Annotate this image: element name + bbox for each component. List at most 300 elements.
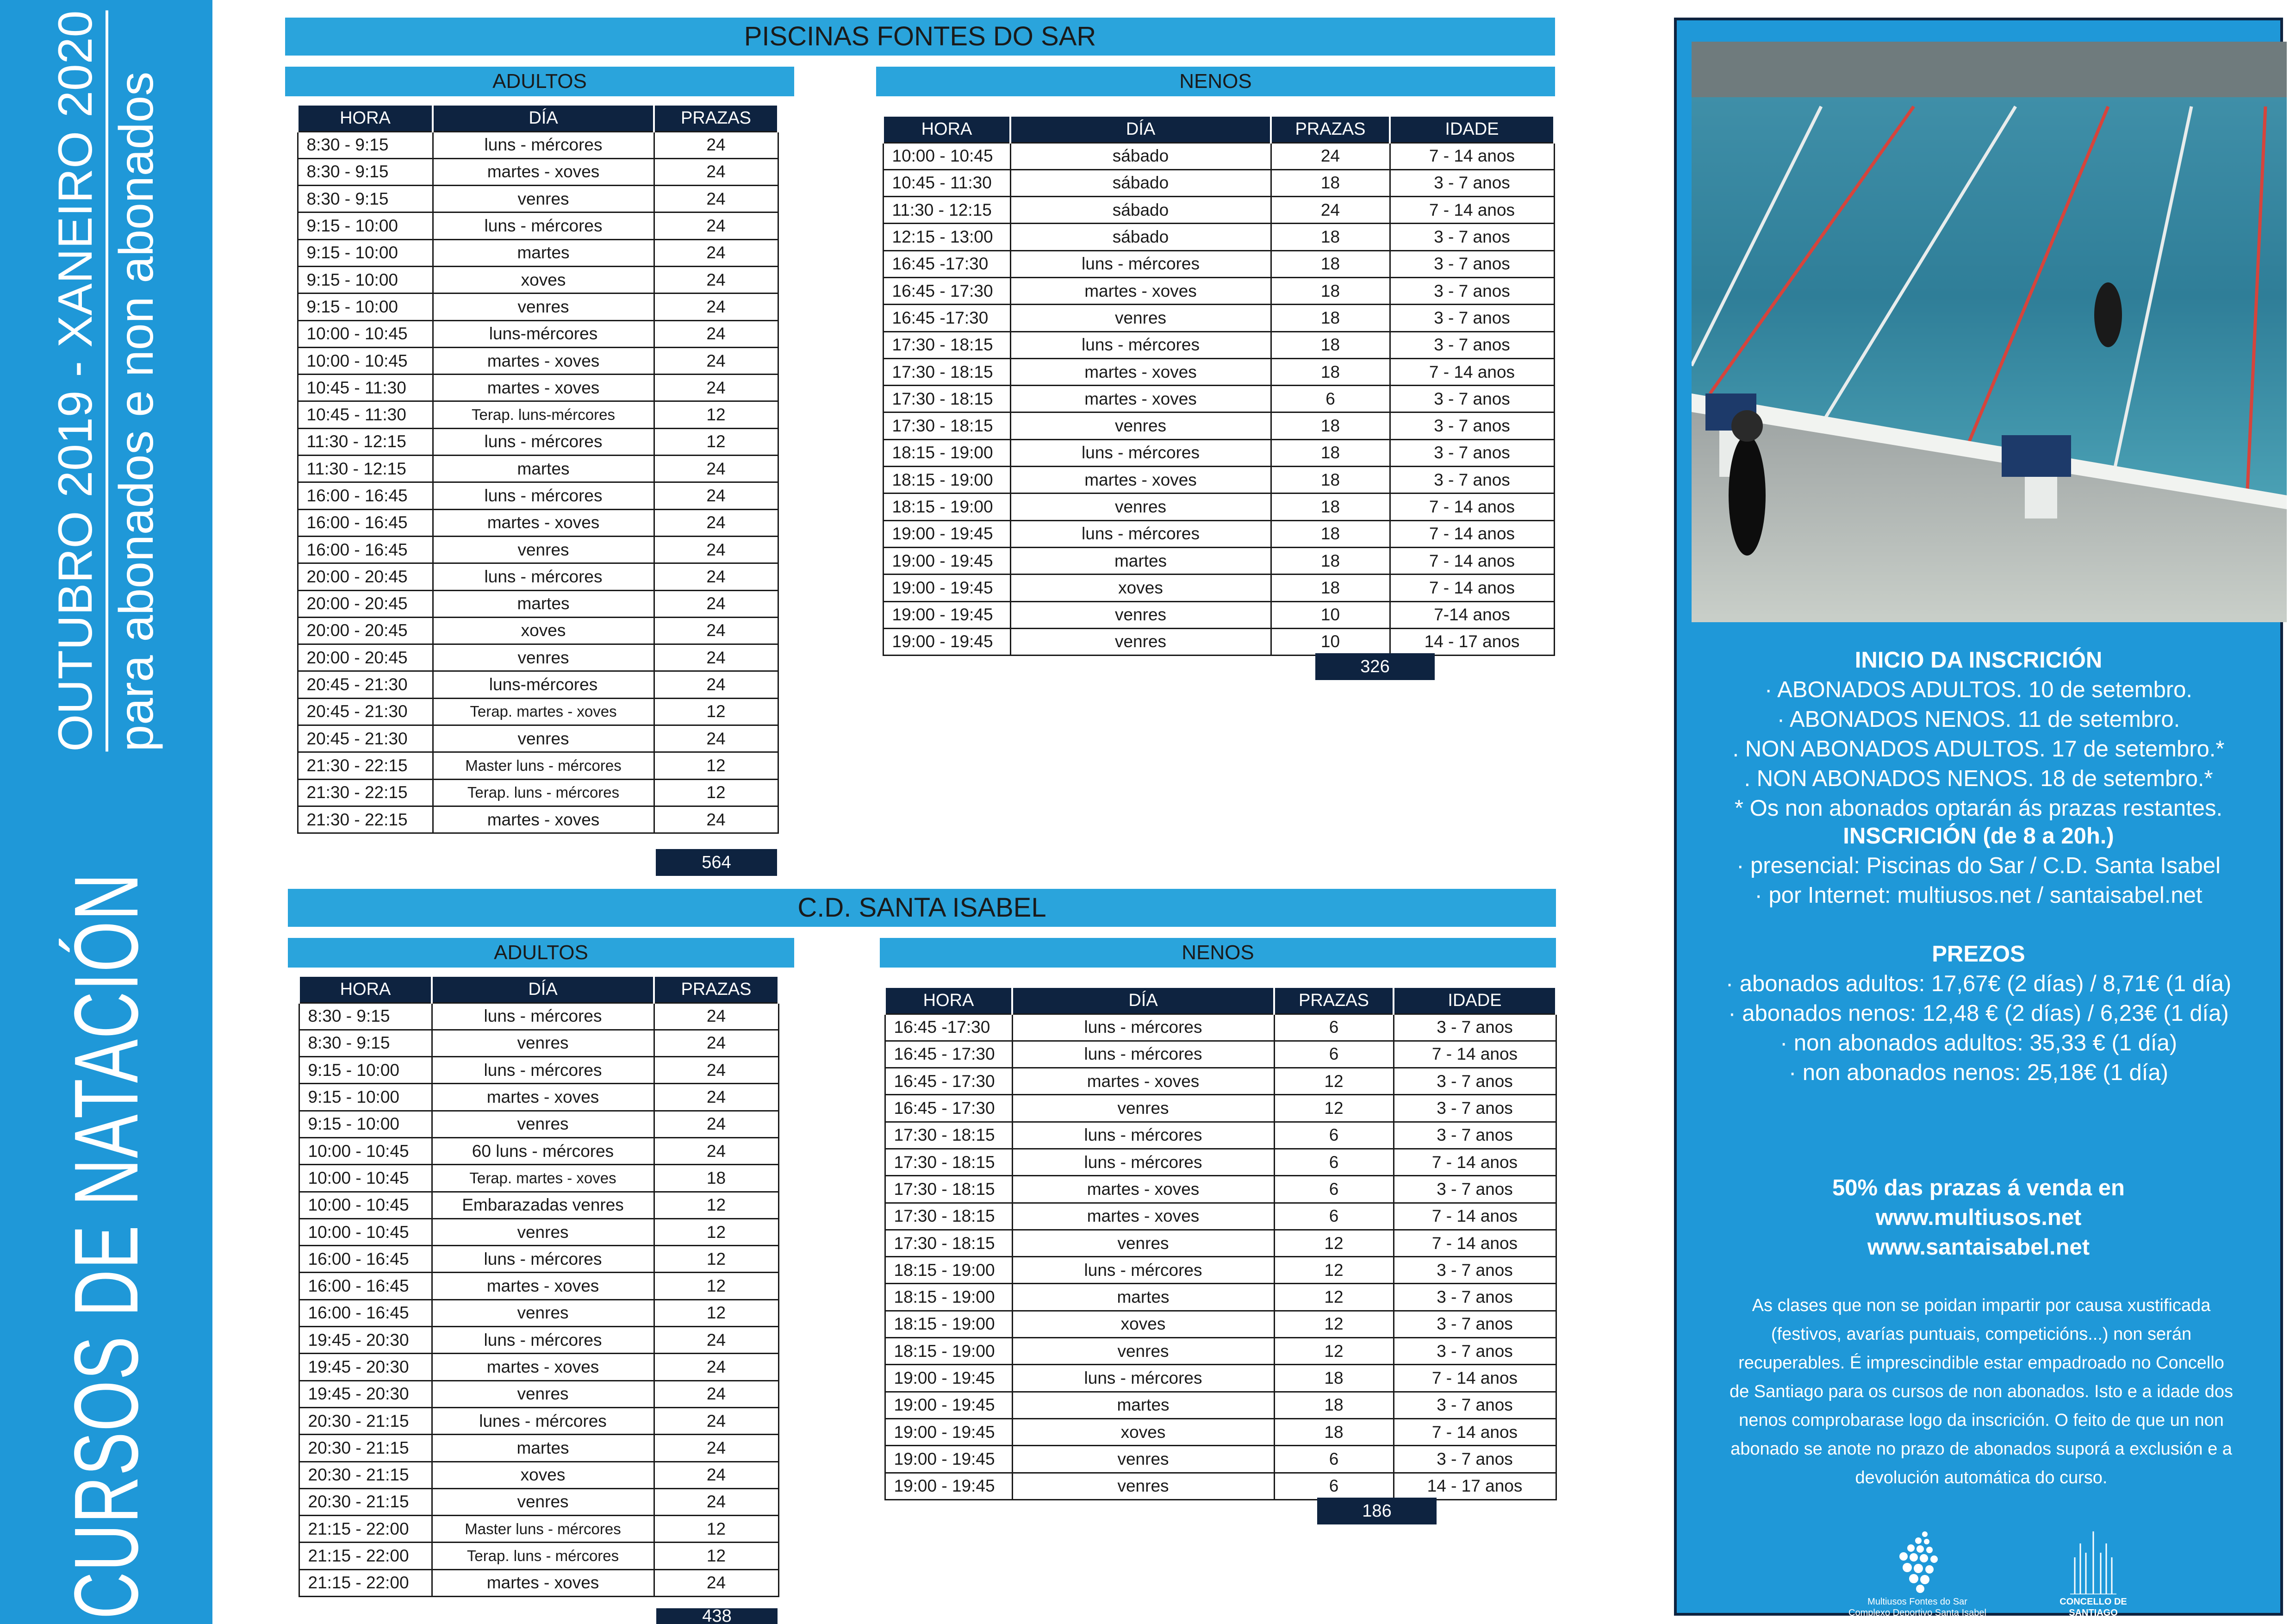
dia-cell: luns - mércores bbox=[433, 428, 654, 455]
notice-line: de Santiago para os cursos de non abonados. Isto e a idade dos bbox=[1729, 1382, 2233, 1401]
hora-cell: 17:30 - 18:15 bbox=[885, 1176, 1012, 1203]
table-row bbox=[883, 386, 1554, 412]
dia-cell: luns - mércores bbox=[432, 1246, 654, 1273]
dia-cell: venres bbox=[433, 644, 654, 671]
idade-cell: 7 - 14 anos bbox=[1390, 358, 1554, 385]
prazas-cell: 6 bbox=[1274, 1203, 1394, 1230]
prazas-cell: 18 bbox=[1271, 224, 1390, 250]
prazas-cell: 6 bbox=[1274, 1041, 1394, 1068]
hora-cell: 20:00 - 20:45 bbox=[298, 617, 433, 644]
dia-cell: sábado bbox=[1010, 169, 1271, 196]
idade-cell: 3 - 7 anos bbox=[1394, 1311, 1556, 1337]
info-inicio-line: · ABONADOS NENOS. 11 de setembro. bbox=[1777, 707, 2180, 732]
table-row bbox=[299, 1165, 778, 1192]
table-row bbox=[298, 266, 778, 293]
prazas-cell: 18 bbox=[1271, 331, 1390, 358]
hora-cell: 17:30 - 18:15 bbox=[885, 1203, 1012, 1230]
hora-cell: 10:45 - 11:30 bbox=[298, 401, 433, 428]
table-row bbox=[883, 331, 1554, 358]
side-title-audience: para abonados e non abonados bbox=[110, 71, 163, 752]
dia-cell: Terap. martes - xoves bbox=[433, 698, 654, 725]
hora-cell: 16:00 - 16:45 bbox=[298, 482, 433, 509]
table-row bbox=[299, 1273, 778, 1299]
prazas-cell: 18 bbox=[1271, 439, 1390, 466]
section-title-fontes: PISCINAS FONTES DO SAR bbox=[285, 18, 1555, 56]
dia-cell: martes bbox=[433, 456, 654, 482]
table-row bbox=[298, 671, 778, 698]
notice-line: nenos comprobarase logo da inscrición. O feito de que un non bbox=[1739, 1411, 2224, 1430]
dia-cell: luns - mércores bbox=[433, 482, 654, 509]
info-prezos-line: · abonados adultos: 17,67€ (2 días) / 8,71€ (1 día) bbox=[1725, 971, 2232, 996]
hora-cell: 19:00 - 19:45 bbox=[883, 547, 1010, 574]
idade-cell: 3 - 7 anos bbox=[1390, 467, 1554, 493]
info-inscricion-title: INSCRICIÓN (de 8 a 20h.) bbox=[1843, 824, 2114, 849]
idade-cell: 3 - 7 anos bbox=[1390, 386, 1554, 412]
prazas-cell: 12 bbox=[654, 401, 778, 428]
table-row bbox=[298, 131, 778, 158]
idade-cell: 3 - 7 anos bbox=[1394, 1392, 1556, 1418]
col-header-dia: DÍA bbox=[432, 976, 654, 1003]
prazas-cell: 12 bbox=[1274, 1068, 1394, 1095]
table-row bbox=[885, 1257, 1556, 1284]
prazas-cell: 24 bbox=[654, 347, 778, 374]
subsection-title-fontes-nenos: NENOS bbox=[876, 67, 1555, 96]
table-row bbox=[299, 1380, 778, 1407]
table-row bbox=[298, 294, 778, 320]
info-prezos-line: · non abonados nenos: 25,18€ (1 día) bbox=[1788, 1060, 2168, 1085]
prazas-cell: 10 bbox=[1271, 628, 1390, 655]
hora-cell: 8:30 - 9:15 bbox=[298, 131, 433, 158]
dia-cell: venres bbox=[432, 1218, 654, 1245]
hora-cell: 17:30 - 18:15 bbox=[885, 1230, 1012, 1256]
col-header-dia: DÍA bbox=[1010, 116, 1271, 143]
dia-cell: Master luns - mércores bbox=[432, 1516, 654, 1543]
col-header-idade: IDADE bbox=[1390, 116, 1554, 143]
table-row bbox=[298, 698, 778, 725]
dia-cell: martes bbox=[433, 590, 654, 617]
prazas-cell: 24 bbox=[1271, 143, 1390, 169]
table-row bbox=[883, 439, 1554, 466]
hora-cell: 9:15 - 10:00 bbox=[298, 239, 433, 266]
hora-cell: 10:00 - 10:45 bbox=[298, 320, 433, 347]
prazas-cell: 24 bbox=[654, 806, 778, 833]
multiusos-name: Multiusos Fontes do Sar bbox=[1867, 1597, 1967, 1607]
info-inscricion-line: · presencial: Piscinas do Sar / C.D. Santa Isabel bbox=[1736, 853, 2221, 878]
hora-cell: 20:45 - 21:30 bbox=[298, 698, 433, 725]
hora-cell: 19:00 - 19:45 bbox=[883, 628, 1010, 655]
idade-cell: 3 - 7 anos bbox=[1390, 277, 1554, 304]
dia-cell: martes - xoves bbox=[1010, 277, 1271, 304]
dia-cell: luns-mércores bbox=[433, 320, 654, 347]
dia-cell: martes - xoves bbox=[433, 509, 654, 536]
table-row bbox=[298, 563, 778, 590]
prazas-cell: 12 bbox=[1274, 1230, 1394, 1256]
dia-cell: venres bbox=[433, 536, 654, 563]
info-inicio-line: · ABONADOS ADULTOS. 10 de setembro. bbox=[1764, 677, 2193, 702]
dia-cell: venres bbox=[1010, 493, 1271, 520]
prazas-cell: 18 bbox=[1271, 169, 1390, 196]
table-row bbox=[885, 1176, 1556, 1203]
col-header-prazas: PRAZAS bbox=[654, 105, 778, 131]
dia-cell: venres bbox=[1012, 1473, 1274, 1499]
total-fontes-adultos: 564 bbox=[656, 849, 777, 876]
info-prezos bbox=[1677, 939, 2280, 1087]
prazas-cell: 24 bbox=[654, 1084, 778, 1111]
prazas-cell: 12 bbox=[654, 1246, 778, 1273]
hora-cell: 18:15 - 19:00 bbox=[883, 467, 1010, 493]
total-fontes-nenos: 326 bbox=[1315, 653, 1435, 680]
side-title-dates: OUTUBRO 2019 - XANEIRO 2020 bbox=[47, 11, 108, 752]
dia-cell: luns - mércores bbox=[433, 131, 654, 158]
hora-cell: 20:30 - 21:15 bbox=[299, 1488, 432, 1515]
hora-cell: 17:30 - 18:15 bbox=[883, 331, 1010, 358]
idade-cell: 7 - 14 anos bbox=[1394, 1203, 1556, 1230]
prazas-cell: 24 bbox=[654, 375, 778, 401]
hora-cell: 16:00 - 16:45 bbox=[299, 1246, 432, 1273]
idade-cell: 7 - 14 anos bbox=[1394, 1041, 1556, 1068]
prazas-cell: 12 bbox=[1274, 1284, 1394, 1311]
dia-cell: martes - xoves bbox=[433, 375, 654, 401]
hora-cell: 10:45 - 11:30 bbox=[883, 169, 1010, 196]
prazas-cell: 24 bbox=[654, 1407, 778, 1434]
table-row bbox=[883, 277, 1554, 304]
hora-cell: 17:30 - 18:15 bbox=[885, 1122, 1012, 1149]
dia-cell: venres bbox=[1010, 305, 1271, 331]
table-row bbox=[885, 1365, 1556, 1392]
notice-line: (festivos, avarías puntuais, competicións...) non serán bbox=[1771, 1324, 2192, 1344]
info-inscricion bbox=[1677, 821, 2280, 910]
hora-cell: 19:00 - 19:45 bbox=[885, 1365, 1012, 1392]
table-row bbox=[298, 347, 778, 374]
table-row bbox=[299, 1137, 778, 1164]
table-row bbox=[298, 779, 778, 806]
idade-cell: 3 - 7 anos bbox=[1394, 1284, 1556, 1311]
idade-cell: 3 - 7 anos bbox=[1394, 1014, 1556, 1041]
dia-cell: venres bbox=[1010, 601, 1271, 628]
dia-cell: venres bbox=[432, 1299, 654, 1326]
hora-cell: 19:45 - 20:30 bbox=[299, 1327, 432, 1354]
dia-cell: luns - mércores bbox=[1012, 1041, 1274, 1068]
hora-cell: 10:00 - 10:45 bbox=[298, 347, 433, 374]
col-header-hora: HORA bbox=[885, 987, 1012, 1014]
prazas-cell: 24 bbox=[654, 266, 778, 293]
multiusos-logo bbox=[1879, 1530, 1953, 1594]
dia-cell: xoves bbox=[1010, 575, 1271, 601]
dia-cell: luns - mércores bbox=[433, 563, 654, 590]
info-inscricion-line: · por Internet: multiusos.net / santaisabel.net bbox=[1755, 883, 2203, 908]
table-row bbox=[299, 1435, 778, 1462]
hora-cell: 18:15 - 19:00 bbox=[885, 1257, 1012, 1284]
idade-cell: 7 - 14 anos bbox=[1390, 493, 1554, 520]
dia-cell: luns - mércores bbox=[432, 1003, 654, 1030]
dia-cell: xoves bbox=[1012, 1418, 1274, 1445]
hora-cell: 9:15 - 10:00 bbox=[298, 294, 433, 320]
hora-cell: 10:00 - 10:45 bbox=[299, 1192, 432, 1218]
hora-cell: 16:45 -17:30 bbox=[885, 1014, 1012, 1041]
prazas-cell: 18 bbox=[1271, 575, 1390, 601]
dia-cell: martes bbox=[1012, 1392, 1274, 1418]
idade-cell: 7 - 14 anos bbox=[1394, 1149, 1556, 1175]
prazas-cell: 24 bbox=[654, 1488, 778, 1515]
hora-cell: 20:30 - 21:15 bbox=[299, 1462, 432, 1488]
pool-photo bbox=[1692, 42, 2287, 622]
prazas-cell: 18 bbox=[1274, 1365, 1394, 1392]
table-row bbox=[883, 628, 1554, 655]
prazas-cell: 24 bbox=[654, 1111, 778, 1137]
info-venda-link: www.santaisabel.net bbox=[1867, 1235, 2090, 1260]
prazas-cell: 24 bbox=[654, 186, 778, 212]
dia-cell: martes bbox=[1010, 547, 1271, 574]
dia-cell: martes - xoves bbox=[1012, 1068, 1274, 1095]
table-row bbox=[883, 358, 1554, 385]
idade-cell: 7 - 14 anos bbox=[1390, 520, 1554, 547]
hora-cell: 18:15 - 19:00 bbox=[883, 493, 1010, 520]
subsection-title-fontes-adultos: ADULTOS bbox=[285, 67, 794, 96]
prazas-cell: 12 bbox=[654, 1273, 778, 1299]
hora-cell: 21:30 - 22:15 bbox=[298, 806, 433, 833]
table-row bbox=[885, 1230, 1556, 1256]
table-row bbox=[299, 1407, 778, 1434]
hora-cell: 9:15 - 10:00 bbox=[299, 1057, 432, 1084]
side-title-main: CURSOS DE NATACIÓN bbox=[55, 873, 157, 1619]
prazas-cell: 24 bbox=[654, 158, 778, 185]
idade-cell: 3 - 7 anos bbox=[1390, 250, 1554, 277]
prazas-cell: 18 bbox=[654, 1165, 778, 1192]
table-row bbox=[883, 224, 1554, 250]
table-row bbox=[885, 1095, 1556, 1122]
dia-cell: luns - mércores bbox=[432, 1327, 654, 1354]
dia-cell: venres bbox=[433, 725, 654, 752]
hora-cell: 16:45 -17:30 bbox=[883, 250, 1010, 277]
idade-cell: 3 - 7 anos bbox=[1394, 1095, 1556, 1122]
table-row bbox=[883, 493, 1554, 520]
notice-line: devolución automática do curso. bbox=[1855, 1468, 2108, 1487]
table-row bbox=[298, 644, 778, 671]
dia-cell: martes - xoves bbox=[433, 158, 654, 185]
table-row bbox=[885, 1392, 1556, 1418]
table-row bbox=[299, 1462, 778, 1488]
subsection-title-isabel-adultos: ADULTOS bbox=[288, 938, 794, 968]
dia-cell: Terap. luns - mércores bbox=[433, 779, 654, 806]
table-isabel-adultos bbox=[298, 975, 779, 1597]
dia-cell: martes bbox=[432, 1435, 654, 1462]
info-inicio-line: . NON ABONADOS NENOS. 18 de setembro.* bbox=[1744, 766, 2213, 791]
prazas-cell: 12 bbox=[654, 428, 778, 455]
table-row bbox=[299, 1327, 778, 1354]
idade-cell: 7 - 14 anos bbox=[1394, 1418, 1556, 1445]
dia-cell: luns - mércores bbox=[1010, 520, 1271, 547]
col-header-dia: DÍA bbox=[1012, 987, 1274, 1014]
prazas-cell: 12 bbox=[1274, 1257, 1394, 1284]
dia-cell: Terap. luns-mércores bbox=[433, 401, 654, 428]
hora-cell: 16:45 - 17:30 bbox=[885, 1068, 1012, 1095]
hora-cell: 17:30 - 18:15 bbox=[883, 358, 1010, 385]
col-header-prazas: PRAZAS bbox=[1271, 116, 1390, 143]
table-row bbox=[298, 509, 778, 536]
hora-cell: 19:00 - 19:45 bbox=[883, 575, 1010, 601]
hora-cell: 20:00 - 20:45 bbox=[298, 590, 433, 617]
prazas-cell: 18 bbox=[1271, 547, 1390, 574]
prazas-cell: 12 bbox=[654, 1516, 778, 1543]
idade-cell: 3 - 7 anos bbox=[1394, 1176, 1556, 1203]
prazas-cell: 24 bbox=[654, 1380, 778, 1407]
hora-cell: 16:45 - 17:30 bbox=[885, 1095, 1012, 1122]
hora-cell: 10:00 - 10:45 bbox=[299, 1218, 432, 1245]
table-row bbox=[298, 158, 778, 185]
table-row bbox=[298, 456, 778, 482]
prazas-cell: 24 bbox=[1271, 197, 1390, 224]
table-row bbox=[885, 1284, 1556, 1311]
prazas-cell: 12 bbox=[1274, 1338, 1394, 1365]
prazas-cell: 12 bbox=[654, 1543, 778, 1569]
table-row bbox=[299, 1569, 778, 1596]
table-row bbox=[883, 547, 1554, 574]
table-row bbox=[883, 197, 1554, 224]
table-row bbox=[298, 482, 778, 509]
idade-cell: 7 - 14 anos bbox=[1390, 143, 1554, 169]
total-isabel-adultos: 438 bbox=[656, 1608, 778, 1624]
dia-cell: luns - mércores bbox=[432, 1057, 654, 1084]
hora-cell: 8:30 - 9:15 bbox=[299, 1030, 432, 1056]
info-prezos-line: · non abonados adultos: 35,33 € (1 día) bbox=[1780, 1031, 2178, 1056]
dia-cell: luns - mércores bbox=[1012, 1257, 1274, 1284]
hora-cell: 21:15 - 22:00 bbox=[299, 1543, 432, 1569]
table-row bbox=[883, 305, 1554, 331]
prazas-cell: 6 bbox=[1271, 386, 1390, 412]
hora-cell: 17:30 - 18:15 bbox=[883, 386, 1010, 412]
hora-cell: 12:15 - 13:00 bbox=[883, 224, 1010, 250]
prazas-cell: 24 bbox=[654, 131, 778, 158]
dia-cell: venres bbox=[432, 1488, 654, 1515]
total-isabel-nenos: 186 bbox=[1317, 1498, 1437, 1524]
table-fontes-adultos bbox=[297, 104, 779, 834]
idade-cell: 7-14 anos bbox=[1390, 601, 1554, 628]
info-prezos-title: PREZOS bbox=[1932, 942, 2025, 967]
hora-cell: 17:30 - 18:15 bbox=[885, 1149, 1012, 1175]
prazas-cell: 12 bbox=[654, 779, 778, 806]
table-row bbox=[885, 1149, 1556, 1175]
hora-cell: 9:15 - 10:00 bbox=[299, 1111, 432, 1137]
dia-cell: martes - xoves bbox=[1012, 1176, 1274, 1203]
cathedral-icon bbox=[2066, 1530, 2121, 1594]
hora-cell: 16:00 - 16:45 bbox=[299, 1299, 432, 1326]
idade-cell: 3 - 7 anos bbox=[1394, 1257, 1556, 1284]
dia-cell: martes - xoves bbox=[432, 1569, 654, 1596]
info-inicio-line: * Os non abonados optarán ás prazas restantes. bbox=[1734, 796, 2223, 821]
hora-cell: 19:00 - 19:45 bbox=[883, 601, 1010, 628]
dia-cell: martes - xoves bbox=[1010, 467, 1271, 493]
hora-cell: 18:15 - 19:00 bbox=[885, 1311, 1012, 1337]
dia-cell: venres bbox=[1010, 412, 1271, 439]
dia-cell: 60 luns - mércores bbox=[432, 1137, 654, 1164]
table-row bbox=[298, 752, 778, 779]
dia-cell: venres bbox=[432, 1380, 654, 1407]
table-isabel-nenos bbox=[884, 986, 1557, 1500]
hora-cell: 10:00 - 10:45 bbox=[883, 143, 1010, 169]
prazas-cell: 18 bbox=[1271, 467, 1390, 493]
hora-cell: 19:45 - 20:30 bbox=[299, 1380, 432, 1407]
hora-cell: 19:00 - 19:45 bbox=[885, 1418, 1012, 1445]
hora-cell: 21:30 - 22:15 bbox=[298, 752, 433, 779]
table-row bbox=[883, 467, 1554, 493]
prazas-cell: 24 bbox=[654, 1435, 778, 1462]
concello-name: CONCELLO DE bbox=[2060, 1597, 2127, 1607]
dia-cell: venres bbox=[1012, 1338, 1274, 1365]
prazas-cell: 24 bbox=[654, 212, 778, 239]
side-title-sub bbox=[47, 11, 165, 752]
info-venda bbox=[1677, 1173, 2280, 1262]
prazas-cell: 18 bbox=[1271, 493, 1390, 520]
table-row bbox=[298, 725, 778, 752]
dia-cell: venres bbox=[1012, 1095, 1274, 1122]
prazas-cell: 24 bbox=[654, 644, 778, 671]
notice-line: abonado se anote no prazo de abonados suporá a exclusión e a bbox=[1730, 1439, 2232, 1459]
table-row bbox=[885, 1446, 1556, 1473]
subsection-title-isabel-nenos: NENOS bbox=[880, 938, 1556, 968]
dia-cell: luns - mércores bbox=[1012, 1122, 1274, 1149]
idade-cell: 3 - 7 anos bbox=[1394, 1446, 1556, 1473]
hora-cell: 19:00 - 19:45 bbox=[885, 1392, 1012, 1418]
table-row bbox=[885, 1122, 1556, 1149]
hora-cell: 19:00 - 19:45 bbox=[885, 1446, 1012, 1473]
section-title-isabel: C.D. SANTA ISABEL bbox=[288, 889, 1556, 927]
prazas-cell: 24 bbox=[654, 1462, 778, 1488]
col-header-hora: HORA bbox=[298, 105, 433, 131]
dia-cell: luns - mércores bbox=[1012, 1149, 1274, 1175]
prazas-cell: 24 bbox=[654, 536, 778, 563]
hora-cell: 10:00 - 10:45 bbox=[299, 1137, 432, 1164]
info-venda-link: www.multiusos.net bbox=[1875, 1205, 2082, 1230]
notice-line: recuperables. É imprescindible estar empadroado no Concello bbox=[1738, 1353, 2224, 1373]
hora-cell: 20:00 - 20:45 bbox=[298, 563, 433, 590]
table-row bbox=[298, 375, 778, 401]
prazas-cell: 24 bbox=[654, 482, 778, 509]
prazas-cell: 24 bbox=[654, 617, 778, 644]
prazas-cell: 18 bbox=[1271, 277, 1390, 304]
dia-cell: luns - mércores bbox=[1012, 1365, 1274, 1392]
table-row bbox=[298, 239, 778, 266]
table-row bbox=[883, 575, 1554, 601]
hora-cell: 20:30 - 21:15 bbox=[299, 1407, 432, 1434]
idade-cell: 3 - 7 anos bbox=[1390, 169, 1554, 196]
concello-city: SANTIAGO bbox=[2069, 1608, 2118, 1618]
dia-cell: martes - xoves bbox=[1010, 358, 1271, 385]
table-row bbox=[298, 617, 778, 644]
idade-cell: 7 - 14 anos bbox=[1390, 575, 1554, 601]
prazas-cell: 18 bbox=[1271, 520, 1390, 547]
hora-cell: 8:30 - 9:15 bbox=[298, 186, 433, 212]
info-inicio-title: INICIO DA INSCRICIÓN bbox=[1854, 648, 2103, 673]
prazas-cell: 6 bbox=[1274, 1149, 1394, 1175]
dia-cell: martes - xoves bbox=[432, 1273, 654, 1299]
dia-cell: luns-mércores bbox=[433, 671, 654, 698]
table-row bbox=[298, 401, 778, 428]
hora-cell: 20:45 - 21:30 bbox=[298, 725, 433, 752]
info-notice bbox=[1695, 1291, 2267, 1492]
dia-cell: sábado bbox=[1010, 197, 1271, 224]
idade-cell: 7 - 14 anos bbox=[1390, 547, 1554, 574]
side-title-band bbox=[0, 0, 212, 1624]
table-row bbox=[299, 1246, 778, 1273]
hora-cell: 11:30 - 12:15 bbox=[298, 456, 433, 482]
dia-cell: luns - mércores bbox=[1010, 250, 1271, 277]
idade-cell: 3 - 7 anos bbox=[1394, 1338, 1556, 1365]
dia-cell: xoves bbox=[432, 1462, 654, 1488]
idade-cell: 3 - 7 anos bbox=[1390, 412, 1554, 439]
table-row bbox=[883, 169, 1554, 196]
dia-cell: sábado bbox=[1010, 224, 1271, 250]
info-panel bbox=[1674, 18, 2283, 1616]
